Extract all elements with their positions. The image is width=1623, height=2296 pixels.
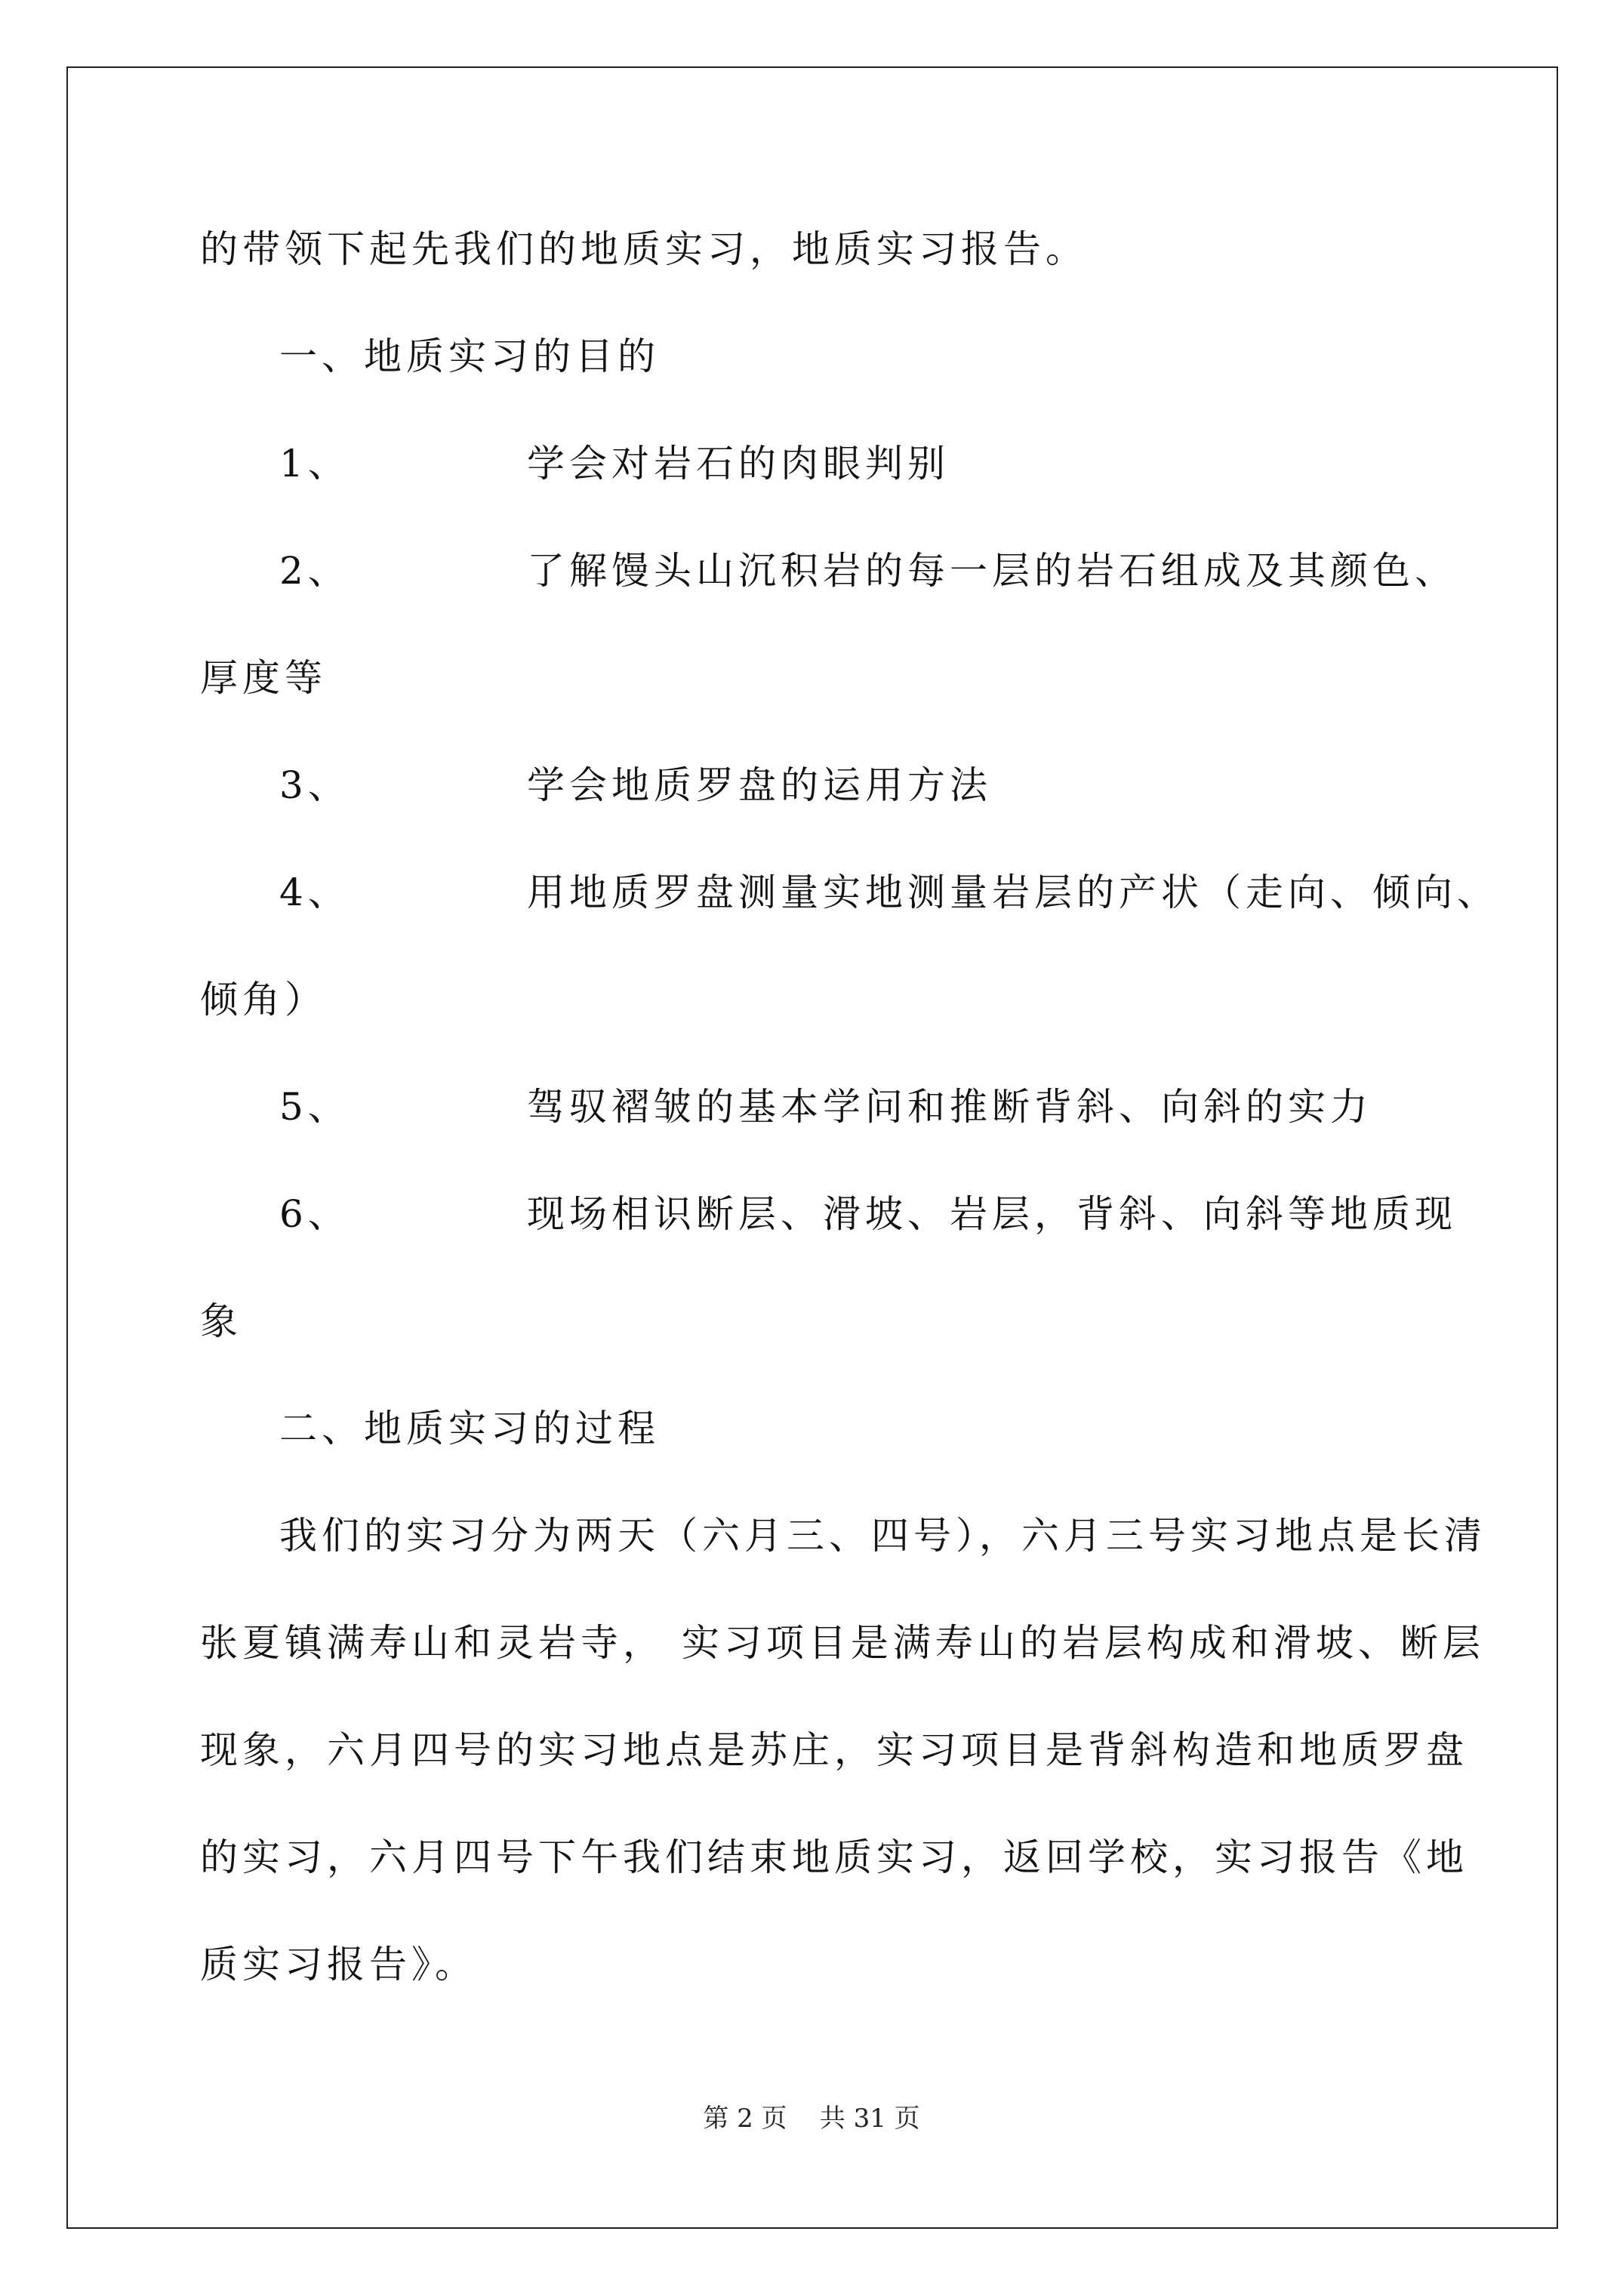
goal-text: 现场相识断层、滑坡、岩层，背斜、向斜等地质现 — [527, 1192, 1457, 1236]
page-number: 第 2 页 共 31 页 — [703, 2103, 920, 2134]
paragraph-line: 我们的实习分为两天（六月三、四号），六月三号实习地点是长清 — [279, 1514, 1486, 1558]
goal-number: 2、 — [279, 549, 350, 593]
paragraph-line: 的带领下起先我们的地质实习，地质实习报告。 — [200, 227, 1088, 271]
goal-text: 了解馒头山沉积岩的每一层的岩石组成及其颜色、 — [527, 549, 1457, 593]
section-heading-goals: 一、地质实习的目的 — [279, 334, 660, 378]
page-border — [66, 66, 1558, 2229]
paragraph-line: 张夏镇满寿山和灵岩寺， 实习项目是满寿山的岩层构成和滑坡、断层 — [200, 1621, 1485, 1665]
goal-text: 驾驭褶皱的基本学问和推断背斜、向斜的实力 — [527, 1085, 1372, 1129]
paragraph-line: 倾角） — [200, 978, 327, 1022]
goal-number: 4、 — [279, 871, 350, 914]
goal-text: 学会对岩石的肉眼判别 — [527, 442, 950, 485]
paragraph-line: 厚度等 — [200, 656, 327, 700]
goal-number: 1、 — [279, 442, 350, 485]
section-heading-process: 二、地质实习的过程 — [279, 1407, 660, 1450]
goal-number: 6、 — [279, 1192, 350, 1236]
paragraph-line: 质实习报告》。 — [200, 1943, 477, 1986]
paragraph-line: 现象，六月四号的实习地点是苏庄，实习项目是背斜构造和地质罗盘 — [200, 1728, 1468, 1772]
paragraph-line: 的实习，六月四号下午我们结束地质实习，返回学校，实习报告《地 — [200, 1835, 1468, 1879]
goal-number: 5、 — [279, 1085, 350, 1129]
goal-text: 用地质罗盘测量实地测量岩层的产状（走向、倾向、 — [527, 871, 1499, 914]
paragraph-line: 象 — [200, 1299, 242, 1343]
goal-text: 学会地质罗盘的运用方法 — [527, 763, 992, 807]
goal-number: 3、 — [279, 763, 350, 807]
